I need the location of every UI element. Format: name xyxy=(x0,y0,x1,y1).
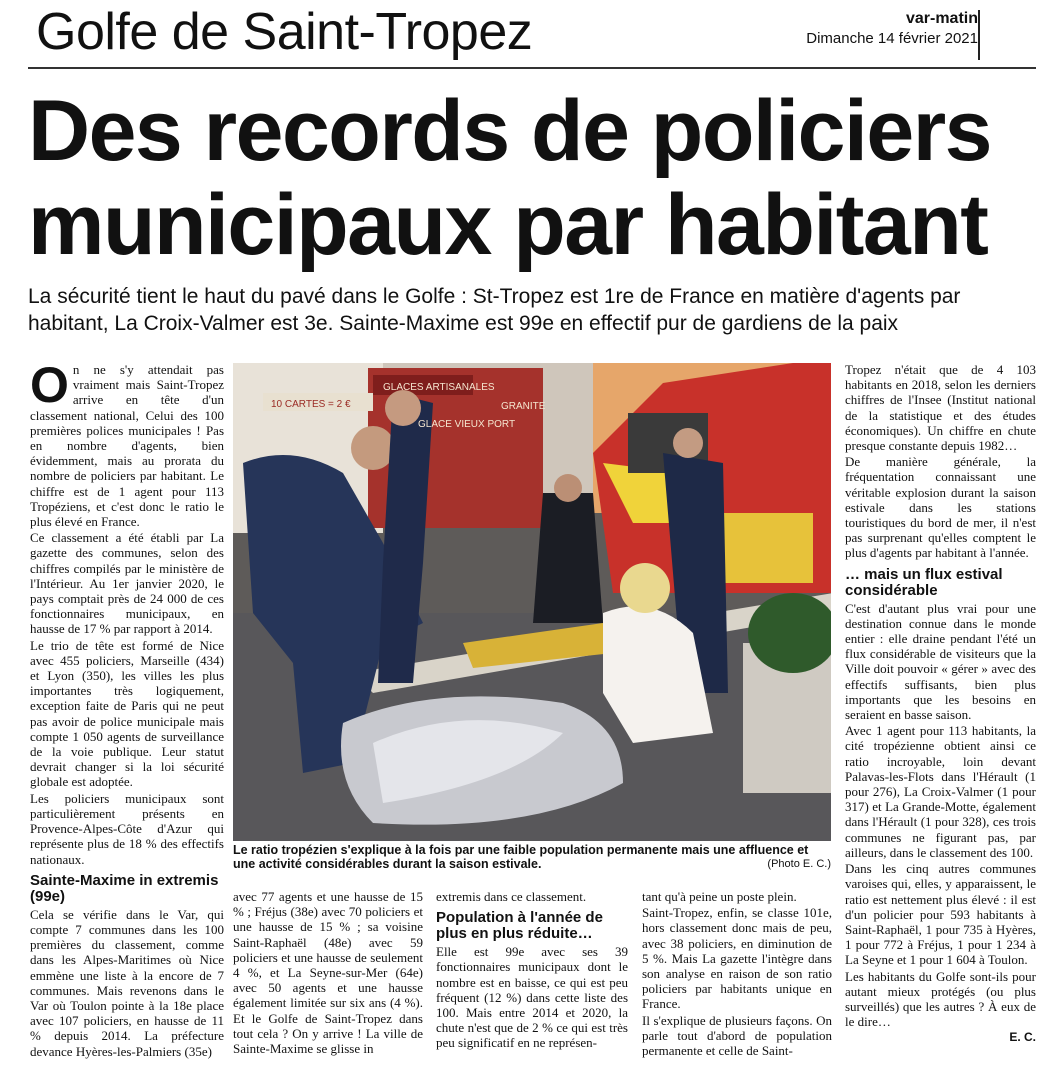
article-column-5 xyxy=(845,362,1036,1046)
paragraph: Tropez n'était que de 4 103 habitants en 2018, selon les derniers chiffres de l'Insee (Institut national de la statistique et des études économiques). Un chiffre en chute presque constante depuis 1982… xyxy=(845,362,1036,454)
masthead xyxy=(806,10,978,47)
paragraph: Le trio de tête est formé de Nice avec 455 policiers, Marseille (434) et Lyon (350), les villes les plus importantes très logiquement, exception faite de Paris qui ne peut pas avoir de police municipale mais compte 1 050 agents de surveillance de la voie publique. Leur statut devrait changer si la loi sécurité globale est adoptée. xyxy=(30,637,224,790)
article-column-4 xyxy=(642,889,832,1059)
shop-sign: GLACE VIEUX PORT xyxy=(418,419,516,430)
photo-caption: Le ratio tropézien s'explique à la fois par une faible population permanente mais une affluence et une activité considérables durant la saison estivale. xyxy=(233,843,809,871)
paragraph: Cela se vérifie dans le Var, qui compte 7 communes dans les 100 premières du classement, comme dans les Alpes-Maritimes où Nice emmène une liste à la encore de 7 communes. Mais revenons dans le Var où Toulon pointe à la 18e place avec 107 policiers, en hausse de 11 % depuis 2014. La préfecture devance Hyères-les-Palmiers (35e) xyxy=(30,906,224,1059)
masthead-divider xyxy=(978,10,980,60)
paragraph: Il s'explique de plusieurs façons. On parle tout d'abord de population permanente et celle de Saint- xyxy=(642,1012,832,1059)
author-signature: E. C. xyxy=(1009,1030,1036,1045)
issue-date: Dimanche 14 février 2021 xyxy=(806,30,978,47)
photo-caption-block xyxy=(233,843,831,871)
paragraph: Dans les cinq autres communes varoises qui, elles, y apparaissent, le ratio est nettement plus élevé : il est d'un policier pour 593 habitants à Saint-Raphaël, 1 pour 735 à Hyères, 1 pour 772 à Fréjus, 1 pour 1 234 à La Seyne et 1 pour 1 604 à Toulon. xyxy=(845,861,1036,968)
paragraph: Ce classement a été établi par La gazette des communes, selon des chiffres compilés par le ministère de l'Intérieur. Au 1er janvier 2020, le pays comptait près de 24 000 de ces fonctionnaires municipaux, en hausse de 17 % par rapport à 2014. xyxy=(30,530,224,637)
shop-sign: GLACES ARTISANALES xyxy=(383,382,495,393)
paragraph: Avec 1 agent pour 113 habitants, la cité tropézienne obtient ainsi ce ratio incroyable, loin devant Palavas-les-Flots dans l'Hérault (1 pour 276), La Croix-Valmer (1 pour 317) et La Grande-Motte, également dans l'Hérault (1 pour 328), ces trois communes ne figurant pas, par ailleurs, dans le classement des 100. xyxy=(845,723,1036,860)
article-column-1 xyxy=(30,357,224,1060)
paragraph: avec 77 agents et une hausse de 15 % ; Fréjus (38e) avec 70 policiers et une hausse de 15 % ; sa voisine Saint-Raphaël (48e) avec 59 policiers et une hausse de seulement 4 %, et La Seyne-sur-Mer (64e) avec 50 agents et une hausse également limitée sur six ans (4 %). Et le Golfe de Saint-Tropez dans tout cela ? On y arrive ! La ville de Sainte-Maxime se glisse in xyxy=(233,889,423,1057)
drop-cap: O xyxy=(30,357,69,413)
paragraph: Les habitants du Golfe sont-ils pour autant mieux protégés (ou plus surveillés) que les autres ? À eux de le dire… xyxy=(845,968,1036,1030)
paragraph: tant qu'à peine un poste plein. xyxy=(642,889,797,904)
article-standfirst: La sécurité tient le haut du pavé dans le Golfe : St-Tropez est 1re de France en matière d'agents par habitant, La Croix-Valmer est 3e. Sainte-Maxime est 99e en effectif pur de gardiens de la paix xyxy=(28,285,961,335)
paragraph: extremis dans ce classement. xyxy=(436,889,587,904)
article-column-2 xyxy=(233,889,423,1057)
paragraph: De manière générale, la fréquentation connaissant une véritable explosion durant la saison estivale dans les stations touristiques du bord de mer, il n'est pas surprenant qu'elles comptent le plus d'agents par habitant à l'année. xyxy=(845,454,1036,561)
article-headline: Des records de policiers municipaux par habitant xyxy=(28,83,991,273)
paragraph: Les policiers municipaux sont particulièrement présents en Provence-Alpes-Côte d'Azur qui représente plus de 18 % des effectifs nationaux. xyxy=(30,790,224,867)
section-rubric: Golfe de Saint-Tropez xyxy=(36,3,533,61)
shop-sign: 10 CARTES = 2 € xyxy=(271,399,351,410)
article-column-3 xyxy=(436,889,628,1052)
photo-credit: (Photo E. C.) xyxy=(767,858,831,870)
news-photo xyxy=(233,363,831,841)
subheading: Sainte-Maxime in extremis (99e) xyxy=(30,871,219,905)
shop-sign: GRANITE xyxy=(501,401,546,412)
paragraph: C'est d'autant plus vrai pour une destination connue dans le monde entier : elle draine pendant l'été un flux considérable de visiteurs que la Ville doit pouvoir « gérer » avec des effectifs suffisants, bien plus importants que les besoins en seraient en basse saison. xyxy=(845,600,1036,723)
newspaper-brand: var-matin xyxy=(905,10,978,27)
subheading: Population à l'année de plus en plus réduite… xyxy=(436,909,603,943)
header-rule xyxy=(28,67,1036,69)
paragraph: Elle est 99e avec ses 39 fonctionnaires municipaux dont le nombre est en baisse, ce qui est peu fréquent (12 %) dans cette liste des 100. Mais entre 2014 et 2020, la chute n'est que de 2 % ce qui est très peu significatif en ne représen- xyxy=(436,944,628,1051)
paragraph: Saint-Tropez, enfin, se classe 101e, hors classement donc mais de peu, avec 38 policiers, en diminution de 5 %. Mais La gazette l'intègre dans son analyse en raison de son ratio policiers par habitants unique en France. xyxy=(642,905,832,1012)
paragraph: n ne s'y attendait pas vraiment mais Saint-Tropez arrive en tête d'un classement national, Celui des 100 premières polices municipales ! Pas en nombre d'agents, bien évidemment, mais au prorata du nombre de policiers par habitant. Le chiffre est de 1 agent pour 113 Tropéziens, et c'est donc le ratio le plus élevé en France. xyxy=(30,362,224,530)
subheading: … mais un flux estival considérable xyxy=(845,565,1003,599)
